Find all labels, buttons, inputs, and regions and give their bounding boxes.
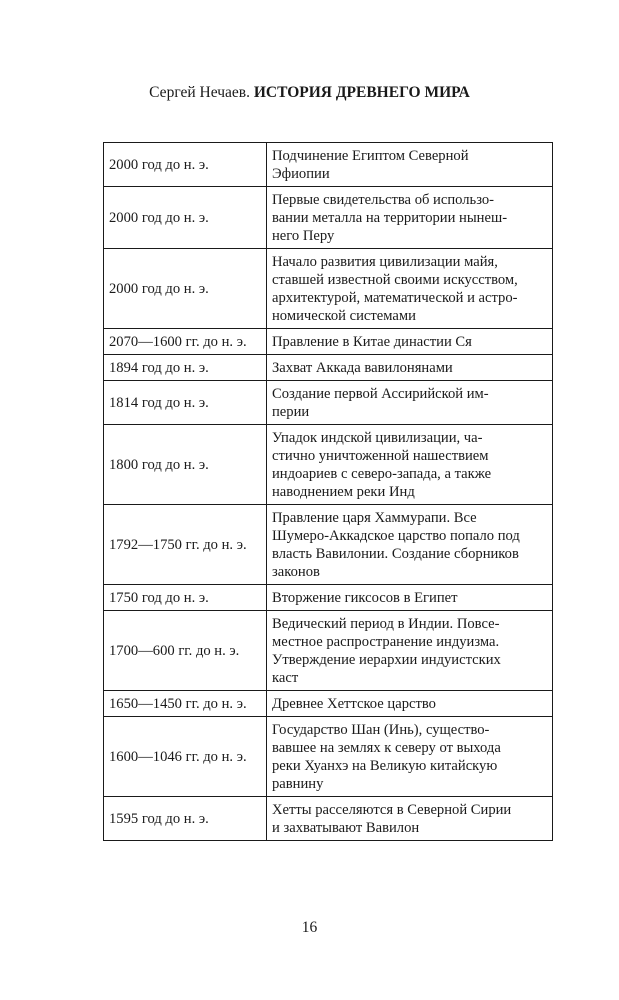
event-line: законов — [272, 564, 320, 580]
table-row — [104, 249, 553, 329]
date-cell: 2070—1600 гг. до н. э. — [104, 329, 267, 355]
event-cell — [267, 329, 553, 355]
event-line: Начало развития цивилизации майя, — [272, 254, 498, 270]
table-row — [104, 187, 553, 249]
chronology-table-body — [104, 143, 553, 841]
event-line: местное распространение индуизма. — [272, 634, 500, 650]
date-cell: 1700—600 гг. до н. э. — [104, 611, 267, 691]
event-line: Подчинение Египтом Северной — [272, 148, 469, 164]
date-cell: 1750 год до н. э. — [104, 585, 267, 611]
date-cell: 2000 год до н. э. — [104, 249, 267, 329]
event-line: Правление в Китае династии Ся — [272, 334, 472, 350]
event-line: Государство Шан (Инь), существо- — [272, 722, 490, 738]
event-line: вавшее на землях к северу от выхода — [272, 740, 501, 756]
author-name: Сергей Нечаев. — [149, 84, 250, 101]
event-line: индоариев с северо-запада, а также — [272, 466, 492, 482]
event-cell — [267, 611, 553, 691]
chronology-table — [103, 142, 553, 841]
table-row — [104, 691, 553, 717]
date-cell: 1894 год до н. э. — [104, 355, 267, 381]
book-title: ИСТОРИЯ ДРЕВНЕГО МИРА — [253, 84, 470, 101]
event-line: реки Хуанхэ на Великую китайскую — [272, 758, 498, 774]
event-line: Вторжение гиксосов в Египет — [272, 590, 458, 606]
table-row — [104, 425, 553, 505]
running-header — [0, 83, 619, 103]
date-cell: 1814 год до н. э. — [104, 381, 267, 425]
event-cell — [267, 143, 553, 187]
date-cell: 1800 год до н. э. — [104, 425, 267, 505]
table-row — [104, 611, 553, 691]
page-number: 16 — [301, 919, 318, 936]
event-line: него Перу — [272, 228, 335, 244]
date-cell: 1650—1450 гг. до н. э. — [104, 691, 267, 717]
event-line: Создание первой Ассирийской им- — [272, 386, 489, 402]
table-row — [104, 143, 553, 187]
event-cell — [267, 585, 553, 611]
event-line: Правление царя Хаммурапи. Все — [272, 510, 477, 526]
table-row — [104, 505, 553, 585]
table-row — [104, 329, 553, 355]
event-line: Шумеро-Аккадское царство попало под — [272, 528, 520, 544]
date-cell: 1595 год до н. э. — [104, 797, 267, 841]
event-line: Древнее Хеттское царство — [272, 696, 436, 712]
event-line: стично уничтоженной нашествием — [272, 448, 489, 464]
date-cell: 1792—1750 гг. до н. э. — [104, 505, 267, 585]
event-cell — [267, 249, 553, 329]
event-line: вании металла на территории нынеш- — [272, 210, 508, 226]
event-cell — [267, 691, 553, 717]
event-line: Эфиопии — [272, 166, 330, 182]
event-line: Хетты расселяются в Северной Сирии — [272, 802, 512, 818]
event-line: ставшей известной своими искусством, — [272, 272, 518, 288]
table-row — [104, 355, 553, 381]
event-cell — [267, 381, 553, 425]
event-line: и захватывают Вавилон — [272, 820, 420, 836]
table-row — [104, 797, 553, 841]
event-line: перии — [272, 404, 310, 420]
table-row — [104, 381, 553, 425]
event-line: архитектурой, математической и астро- — [272, 290, 518, 306]
event-line: Первые свидетельства об использо- — [272, 192, 495, 208]
event-cell — [267, 717, 553, 797]
event-line: равнину — [272, 776, 324, 792]
date-cell: 1600—1046 гг. до н. э. — [104, 717, 267, 797]
event-line: Захват Аккада вавилонянами — [272, 360, 453, 376]
event-line: Ведический период в Индии. Повсе- — [272, 616, 500, 632]
date-cell: 2000 год до н. э. — [104, 187, 267, 249]
event-cell — [267, 187, 553, 249]
event-line: Упадок индской цивилизации, ча- — [272, 430, 483, 446]
event-line: Утверждение иерархии индуистских — [272, 652, 501, 668]
table-row — [104, 585, 553, 611]
event-cell — [267, 355, 553, 381]
event-line: номической системами — [272, 308, 416, 324]
event-cell — [267, 425, 553, 505]
event-line: каст — [272, 670, 299, 686]
event-cell — [267, 797, 553, 841]
table-row — [104, 717, 553, 797]
event-line: власть Вавилонии. Создание сборников — [272, 546, 519, 562]
event-line: наводнением реки Инд — [272, 484, 415, 500]
event-cell — [267, 505, 553, 585]
date-cell: 2000 год до н. э. — [104, 143, 267, 187]
